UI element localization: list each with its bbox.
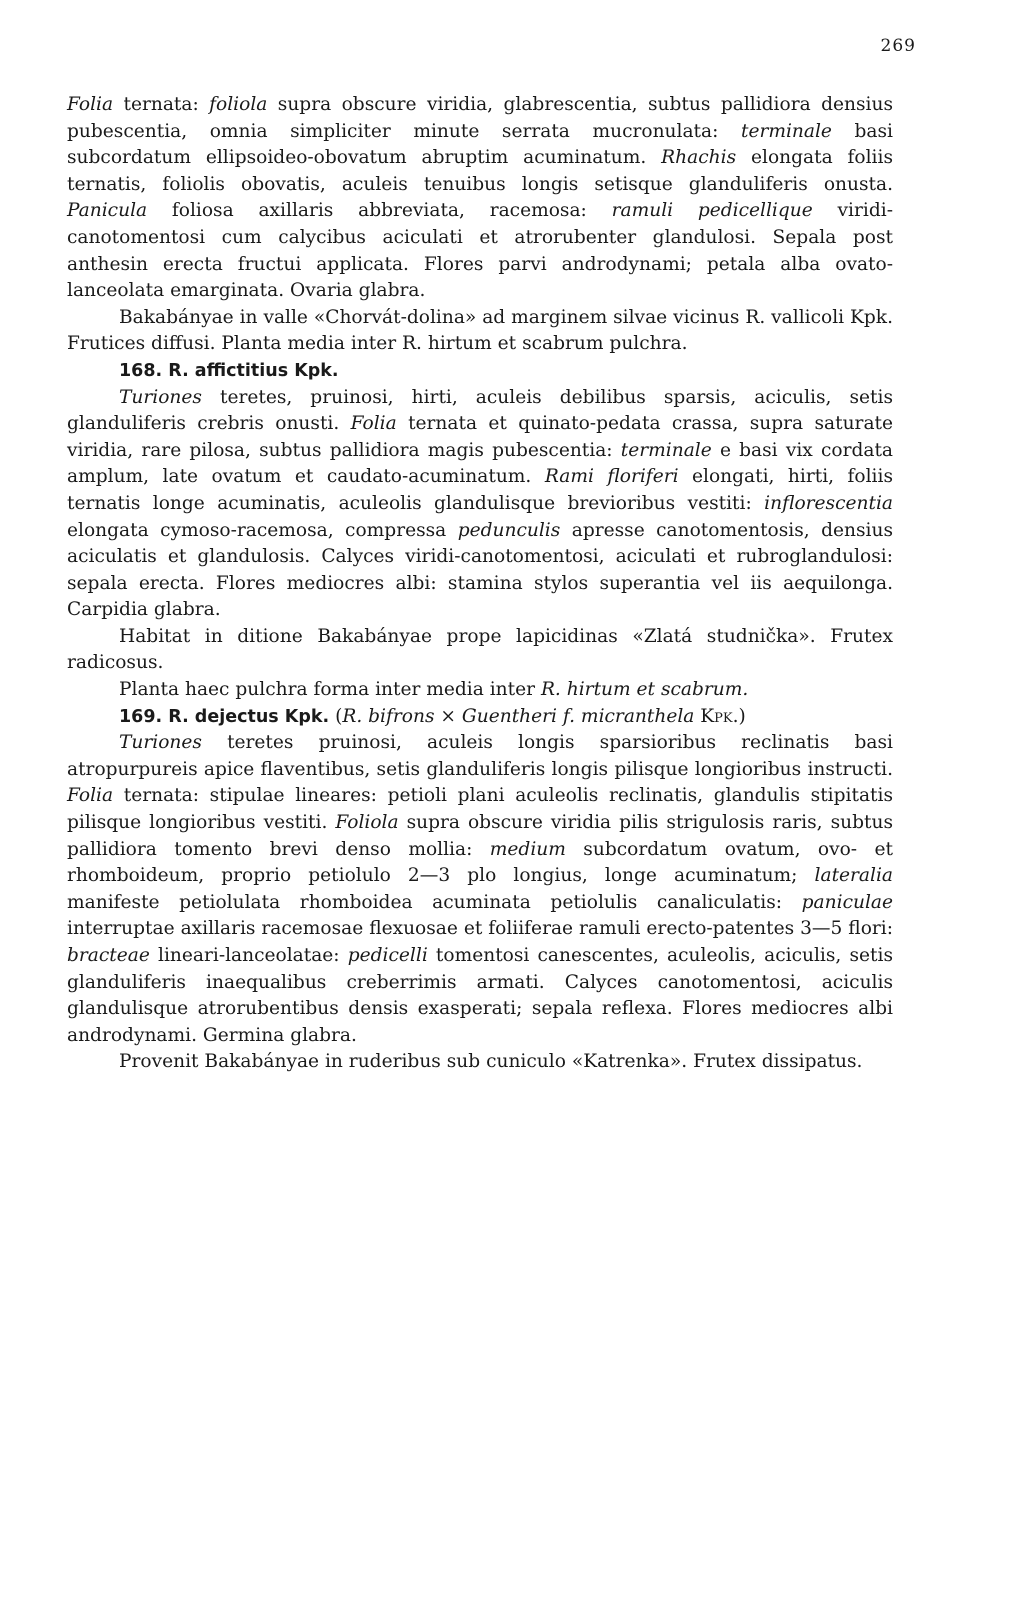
paragraph-note-168: Planta haec pulchra forma inter media inter R. hirtum et scabrum. xyxy=(119,679,749,701)
paragraph-description-168: Turiones teretes, pruinosi, hirti, aculeis debilibus sparsis, aciculis, setis glanduliferis crebris onusti. Folia ternata et quinato-pedata crassa, supra saturate viridia, rare pilosa, subtus pallidiora magis pubescentia: terminale e basi vix cordata amplum, late ovatum et caudato-acuminatum. Rami floriferi elongati, hirti, foliis ternatis longe acuminatis, aculeolis glandulisque brevioribus vestiti: inflorescentia elongata cymoso-racemosa, compressa pedunculis apresse canotomentosis, densius aciculatis et glandulosis. Calyces viridi-canotomentosi, aciculati et rubroglandulosi: sepala erecta. Flores mediocres albi: stamina stylos superantia vel iis aequilonga. Carpidia glabra. xyxy=(67,386,894,621)
paragraph-habitat-169: Provenit Bakabányae in ruderibus sub cuniculo «Katrenka». Frutex dissipatus. xyxy=(119,1051,863,1073)
paragraph-habitat-167: Bakabányae in valle «Chorvát-dolina» ad marginem silvae vicinus R. vallicoli Kpk. Frutices diffusi. Planta media inter R. hirtum et scabrum pulchra. xyxy=(67,306,893,355)
paragraph-description-167: Folia ternata: foliola supra obscure viridia, glabrescentia, subtus pallidiora densius pubescentia, omnia simpliciter minute serrata mucronulata: terminale basi subcordatum ellipsoideo-obovatum abruptim acuminatum. Rhachis elongata foliis ternatis, foliolis obovatis, aculeis tenuibus longis setisque glanduliferis onusta. Panicula foliosa axillaris abbreviata, racemosa: ramuli pedicellique viridi-canotomentosi cum calycibus aciculati et atrorubenter glandulosi. Sepala post anthesin erecta fructui applicata. Flores parvi androdynami; petala alba ovato-lanceolata emarginata. Ovaria glabra. xyxy=(67,94,893,302)
species-heading-168: 168. R. affictitius Kpk. xyxy=(119,360,339,381)
page-number: 269 xyxy=(880,36,916,56)
paragraph-description-169: Turiones teretes pruinosi, aculeis longis sparsioribus reclinatis basi atropurpureis apice flaventibus, setis glanduliferis longis pilisque longioribus instructi. Folia ternata: stipulae lineares: petioli plani aculeolis reclinatis, glandulis stipitatis pilisque longioribus vestiti. Foliola supra obscure viridia pilis strigulosis raris, subtus pallidiora tomento brevi denso mollia: medium subcordatum ovatum, ovo- et rhomboideum, proprio petiolulo 2—3 plo longius, longe acuminatum; lateralia manifeste petiolulata rhomboidea acuminata petiolulis canaliculatis: paniculae interruptae axillaris racemosae flexuosae et foliiferae ramuli erecto-patentes 3—5 flori: bracteae lineari-lanceolatae: pedicelli tomentosi canescentes, aculeolis, aciculis, setis glanduliferis inaequalibus creberrimis armati. Calyces canotomentosi, aciculis glandulisque atrorubentibus densis exasperati; sepala reflexa. Flores mediocres albi androdynami. Germina glabra. xyxy=(67,732,894,1046)
paragraph-habitat-168: Habitat in ditione Bakabányae prope lapicidinas «Zlatá studnička». Frutex radicosus. xyxy=(67,625,893,674)
text-body xyxy=(67,92,893,1076)
species-heading-169: 169. R. dejectus Kpk. (R. bifrons × Guentheri f. micranthela Kpk.) xyxy=(119,705,746,727)
